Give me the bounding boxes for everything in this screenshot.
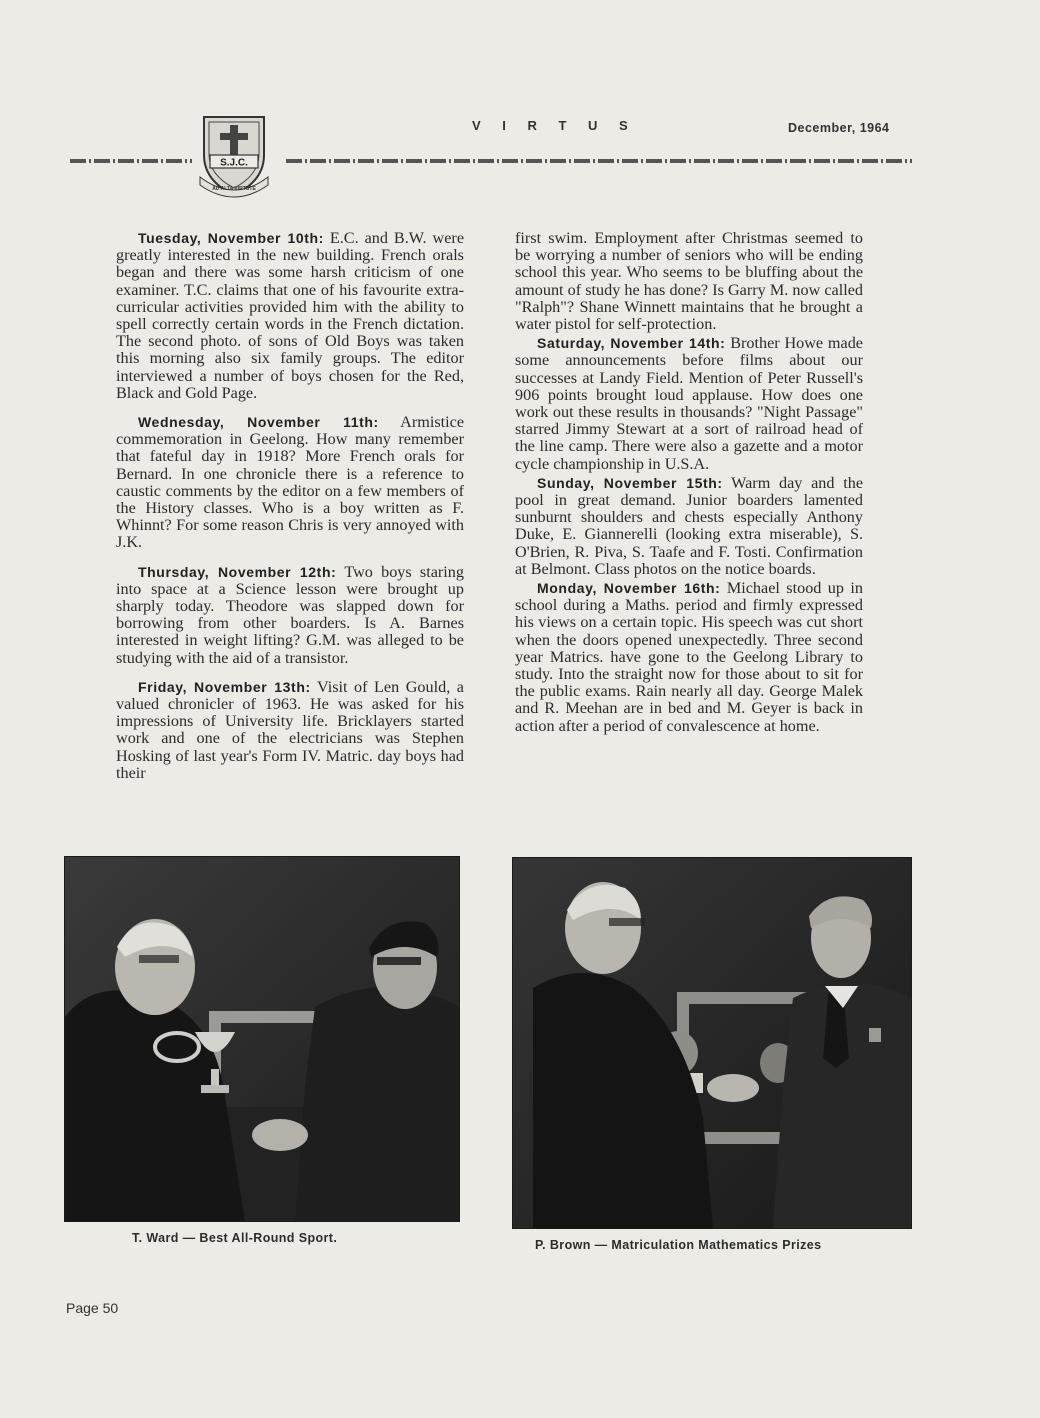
diary-entry <box>116 414 464 552</box>
entry-text: Warm day and the pool in great demand. Junior boarders lamented sunburnt shoulders and chests especially Anthony Duke, E. Giannerelli (looking extra miserable), S. O'Brien, R. Piva, S. Taafe and F. Tosti. Confirmation at Belmont. Class photos on the notice boards. <box>515 473 864 578</box>
diary-entry <box>515 580 863 735</box>
entry-text: E.C. and B.W. were greatly interested in the new building. French orals began and there was some harsh criticism of one examiner. T.C. claims that one of his favourite extra-curricular activities provided him with the ability to spell correctly certain words in the French dictation. The second photo. of sons of Old Boys was taken this morning also six family groups. The editor interviewed a number of boys chosen for the Red, Black and Gold Page. <box>116 229 465 402</box>
left-column <box>116 230 464 782</box>
publication-title: V I R T U S <box>472 118 637 133</box>
entry-date: Sunday, November 15th: <box>537 474 723 491</box>
issue-date: December, 1964 <box>788 121 890 135</box>
entry-date: Saturday, November 14th: <box>537 335 726 352</box>
photo-caption: P. Brown — Matriculation Mathematics Prizes <box>535 1238 822 1252</box>
entry-date: Thursday, November 12th: <box>138 563 337 580</box>
entry-text: Visit of Len Gould, a valued chronicler of 1963. He was asked for his impressions of University life. Bricklayers started work and one of the electricians was Stephen Hosking of last year's Form IV. Matric. day boys had their <box>116 677 464 782</box>
entry-text: Brother Howe made some announcements before films about our successes at Landy Field. Mention of Peter Russell's 906 points brought loud applause. How does one work out these results in thousands? "Night Passage" starred Jimmy Stewart at a sort of railroad head of the line camp. There were also a gazette and a motor cycle championship in U.S.A. <box>515 334 863 473</box>
diary-entry <box>515 475 863 578</box>
diary-entry <box>116 679 464 782</box>
page-number: Page 50 <box>66 1300 119 1316</box>
school-crest-icon <box>196 111 272 199</box>
entry-text: Two boys staring into space at a Science lesson were brought up sharply today. Theodore was slapped down for borrowing from other boarders. Is A. Barnes interested in weight lifting? G.M. was alleged to be studying with the aid of a transistor. <box>116 562 464 667</box>
header-rule-right <box>286 159 912 163</box>
right-column <box>515 230 863 735</box>
photo-caption: T. Ward — Best All-Round Sport. <box>132 1231 338 1245</box>
diary-entry <box>116 230 464 402</box>
entry-date: Friday, November 13th: <box>138 678 311 695</box>
diary-entry <box>515 335 863 473</box>
photo-prize-handshake <box>512 857 912 1229</box>
entry-date: Tuesday, November 10th: <box>138 230 324 246</box>
diary-entry <box>116 564 464 667</box>
diary-entry-continuation: first swim. Employment after Christmas seemed to be worrying a number of seniors who will be ending school this year. Who seems to be bluffing about the amount of study he has done? Is Garry M. now called "Ralph"? Shane Winnett maintains that he brought a water pistol for self-protection. <box>515 229 863 334</box>
entry-date: Wednesday, November 11th: <box>138 414 379 431</box>
photo-trophy-presentation <box>64 856 460 1222</box>
entry-text: Armistice commemoration in Geelong. How many remember that fateful day in 1918? More French orals for Bernard. In one chronicle there is a reference to caustic comments by the editor on a few members of the History classes. Who is a boy written as F. Whinnt? For some reason Chris is very annoyed with J.K. <box>116 413 465 552</box>
header-rule-left <box>70 159 192 163</box>
entry-date: Monday, November 16th: <box>537 580 721 597</box>
crest-motto: AD ALTA VIRTUTE <box>212 186 256 192</box>
entry-text: Michael stood up in school during a Maths. period and firmly expressed his views on a certain topic. His speech was cut short when the doors opened unexpectedly. Three second year Matrics. have gone to the Geelong Library to study. Into the straight now for those about to sit for the public exams. Rain nearly all day. George Malek and R. Meehan are in bed and M. Geyer is back in action after a period of convalescence at home. <box>515 579 864 735</box>
crest-letters: S.J.C. <box>220 157 248 169</box>
